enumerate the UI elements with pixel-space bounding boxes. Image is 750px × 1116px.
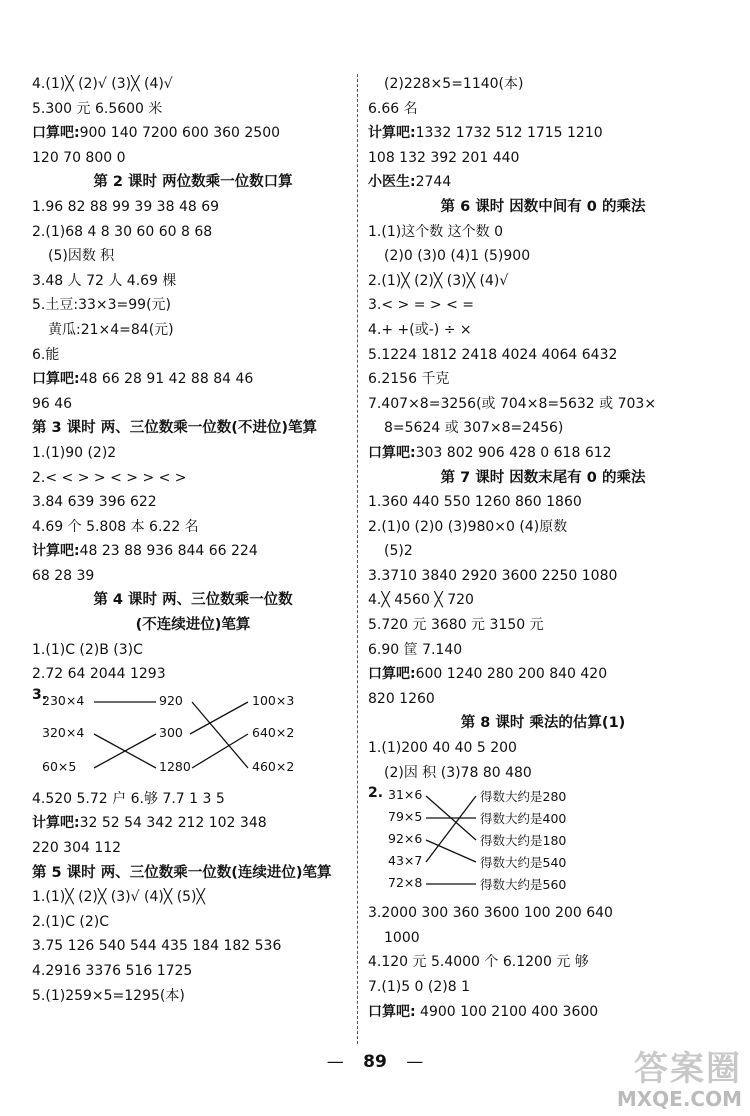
answer-text: 6.能 [32,346,60,363]
answer-line [32,836,354,861]
page-number: 89 [363,1052,387,1072]
answer-line [32,97,354,122]
answer-line [32,318,354,343]
lesson3-answers [32,441,354,589]
answer-text: 4.2916 3376 516 1725 [32,963,193,979]
answer-line [368,950,718,975]
answer-text: 4.╳ 4560 ╳ 720 [368,592,474,609]
answer-text: 5.300 元 6.5600 米 [32,100,163,117]
answer-text: 1.(1)C (2)B (3)C [32,641,143,658]
answer-line [368,539,718,564]
answer-line [368,515,718,540]
answer-line [368,1000,718,1025]
answer-line [368,761,718,786]
answer-line [368,416,718,441]
answer-line [368,244,718,269]
section-label: 计算吧: [32,543,80,560]
lesson4-title: 第 4 课时 两、三位数乘一位数 [93,592,293,609]
left-top-answers [32,72,354,170]
answer-line [32,662,354,687]
section-label: 计算吧: [368,125,416,142]
answer-line [32,638,354,663]
lesson8-title: 第 8 课时 乘法的估算(1) [460,715,626,732]
answer-line [368,293,718,318]
match-number: 2. [368,785,384,802]
answer-line [32,293,354,318]
answer-text: 900 140 7200 600 360 2500 [79,125,281,142]
lesson6-answers [368,220,718,466]
answer-text: (5)2 [384,543,413,560]
answer-line [32,269,354,294]
answer-text: 5.(1)259×5=1295(本) [32,987,185,1004]
section-label: 计算吧: [32,815,80,832]
answer-text: (2)因 积 (3)78 80 480 [384,764,532,781]
lesson8-answers-a [368,736,718,785]
footer-dash-left: — [326,1052,344,1072]
match-left-expression: 43×7 [388,853,423,869]
matching-exercise-2 [368,785,718,901]
answer-text: 2744 [415,174,452,191]
answer-line [368,687,718,712]
answer-line [368,588,718,613]
lesson4-answers-b [32,787,354,861]
answer-text: 96 46 [32,395,73,412]
answer-line [32,984,354,1009]
answer-line [368,220,718,245]
answer-text: 8=5624 或 307×8=2456) [384,420,564,437]
watermark-url: MXQE.COM [616,1087,742,1111]
answer-line [32,392,354,417]
answer-text: 6.90 筐 7.140 [368,641,463,658]
matching-exercise-3 [32,687,354,787]
match-line [426,796,476,862]
answer-text: 120 70 800 0 [32,149,126,166]
answer-text: 6.66 名 [368,100,418,117]
section-label: 口算吧: [368,1003,416,1020]
answer-text: 1.96 82 88 99 39 38 48 69 [32,198,220,215]
answer-text: 4.(1)╳ (2)√ (3)╳ (4)√ [32,76,173,92]
answer-text: 108 132 392 201 440 [368,149,520,166]
section-label: 口算吧: [32,125,80,142]
match-left-expression: 230×4 [42,692,85,708]
answer-text: 4.120 元 5.4000 个 6.1200 元 够 [368,954,589,971]
answer-line [368,146,718,171]
match-right-expression: 640×2 [252,724,295,740]
answer-text: 4.69 个 5.808 本 6.22 名 [32,518,199,535]
answer-text: 1000 [384,929,420,946]
answer-text: 32 52 54 342 212 102 348 [79,815,267,832]
answer-text: 6.2156 千克 [368,371,450,388]
right-column [368,72,718,1024]
match-estimate-label: 得数大约是180 [480,833,567,849]
answer-text: 48 23 88 936 844 66 224 [79,543,258,560]
match-left-expression: 320×4 [42,724,85,740]
match-left-expression: 72×8 [388,875,423,891]
match-estimate-label: 得数大约是280 [480,789,567,805]
lesson3-title: 第 3 课时 两、三位数乘一位数(不进位)笔算 [32,420,317,437]
answer-text: 4.+ +(或-) ÷ × [368,321,472,338]
match-estimate-label: 得数大约是540 [480,855,567,871]
answer-line [368,564,718,589]
answer-line [368,736,718,761]
answer-line [368,343,718,368]
watermark [616,1048,742,1111]
lesson4-answers-a [32,638,354,687]
answer-line [368,269,718,294]
match-left-expression: 92×6 [388,831,423,847]
answer-line [32,564,354,589]
answer-text: 220 304 112 [32,840,122,857]
answer-text: 3.3710 3840 2920 3600 2250 1080 [368,567,618,584]
answer-line [32,244,354,269]
answer-text: 1.360 440 550 1260 860 1860 [368,494,582,511]
answer-text: 7.407×8=3256(或 704×8=5632 或 703× [368,395,657,412]
answer-line [32,490,354,515]
answer-line [368,367,718,392]
column-divider [357,74,358,1044]
answer-text: 5.720 元 3680 元 3150 元 [368,617,544,634]
footer-dash-right: — [406,1052,424,1072]
match-middle-value: 300 [159,724,183,740]
answer-text: 2.(1)68 4 8 30 60 60 8 68 [32,223,213,240]
answer-text: 68 28 39 [32,567,95,584]
answer-line [368,638,718,663]
match-estimate-label: 得数大约是400 [480,811,567,827]
answer-line [368,901,718,926]
lesson4-subtitle: (不连续进位)笔算 [135,617,251,634]
answer-line [32,466,354,491]
answer-line [32,367,354,392]
lesson7-title: 第 7 课时 因数末尾有 0 的乘法 [440,469,646,486]
answer-line [368,318,718,343]
answer-text: 1.(1)╳ (2)╳ (3)√ (4)╳ (5)╳ [32,889,205,906]
answer-line [368,613,718,638]
section-label: 口算吧: [368,666,416,683]
answer-line [32,72,354,97]
answer-line [368,926,718,951]
answer-line [32,934,354,959]
answer-text: 1.(1)90 (2)2 [32,444,117,461]
lesson2-title: 第 2 课时 两位数乘一位数口算 [93,174,293,191]
answer-line [368,392,718,417]
answer-line [32,195,354,220]
answer-text: (2)228×5=1140(本) [384,76,524,92]
match-middle-value: 920 [159,692,183,708]
lesson6-title: 第 6 课时 因数中间有 0 的乘法 [440,198,646,215]
lesson7-answers [368,490,718,711]
answer-line [32,959,354,984]
answer-line [368,975,718,1000]
answer-text: (5)因数 积 [48,248,115,265]
answer-text: 303 802 906 428 0 618 612 [415,444,612,461]
section-label: 小医生: [368,174,416,191]
answer-text: 820 1260 [368,690,435,707]
answer-text: 黄瓜:21×4=84(元) [48,321,174,338]
match-number: 3. [32,686,48,703]
answer-text: 1.(1)这个数 这个数 0 [368,223,503,240]
answer-line [368,72,718,97]
match-left-expression: 79×5 [388,809,423,825]
lesson5-title: 第 5 课时 两、三位数乘一位数(连续进位)笔算 [32,864,332,881]
match-line [192,734,248,768]
answer-text: 600 1240 280 200 840 420 [415,666,608,683]
answer-line [32,121,354,146]
answer-text: 3.75 126 540 544 435 184 182 536 [32,938,282,955]
answer-text: 5.土豆:33×3=99(元) [32,297,171,314]
answer-line [368,662,718,687]
answer-text: 3.84 639 396 622 [32,494,157,511]
answer-line [368,441,718,466]
answer-line [368,170,718,195]
answer-text: 4.520 5.72 户 6.够 7.7 1 3 5 [32,790,225,807]
match-left-expression: 60×5 [42,758,77,774]
lesson8-answers-b [368,901,718,1024]
lesson5-answers [32,885,354,1008]
answer-text: 2.(1)C (2)C [32,913,110,930]
right-top-answers [368,72,718,195]
answer-text: 5.1224 1812 2418 4024 4064 6432 [368,346,618,363]
lesson2-answers [32,195,354,416]
answer-text: 1.(1)200 40 40 5 200 [368,740,517,757]
answer-text: 3.48 人 72 人 4.69 棵 [32,272,177,289]
answer-line [32,811,354,836]
answer-line [368,97,718,122]
answer-text: 4900 100 2100 400 3600 [415,1003,599,1020]
answer-text: 48 66 28 91 42 88 84 46 [79,371,254,388]
answer-line [32,885,354,910]
match-line [190,702,248,734]
section-label: 口算吧: [32,371,80,388]
section-label: 口算吧: [368,444,416,461]
answer-line [32,539,354,564]
match-line [192,702,248,768]
match-right-expression: 100×3 [252,692,295,708]
answer-line [368,490,718,515]
answer-line [32,787,354,812]
match-line [426,840,476,862]
answer-text: 7.(1)5 0 (2)8 1 [368,979,470,995]
match-middle-value: 1280 [159,758,191,774]
answer-text: 2.72 64 2044 1293 [32,666,166,683]
answer-text: 3.2000 300 360 3600 100 200 640 [368,905,613,922]
answer-line [32,343,354,368]
answer-text: 2.(1)╳ (2)╳ (3)╳ (4)√ [368,272,509,289]
left-column [32,72,354,1008]
answer-text: 2.< < > > < > > < > [32,469,187,486]
match-right-expression: 460×2 [252,758,295,774]
answer-line [32,146,354,171]
answer-text: (2)0 (3)0 (4)1 (5)900 [384,248,531,265]
answer-line [32,220,354,245]
answer-line [32,441,354,466]
answer-text: 2.(1)0 (2)0 (3)980×0 (4)原数 [368,518,568,535]
match-estimate-label: 得数大约是560 [480,877,567,893]
answer-line [368,121,718,146]
match-left-expression: 31×6 [388,787,423,803]
answer-line [32,515,354,540]
answer-text: 3.< > = > < = [368,297,474,314]
answer-text: 1332 1732 512 1715 1210 [415,125,603,142]
answer-line [32,910,354,935]
watermark-logo: 答案圈 [634,1048,742,1089]
